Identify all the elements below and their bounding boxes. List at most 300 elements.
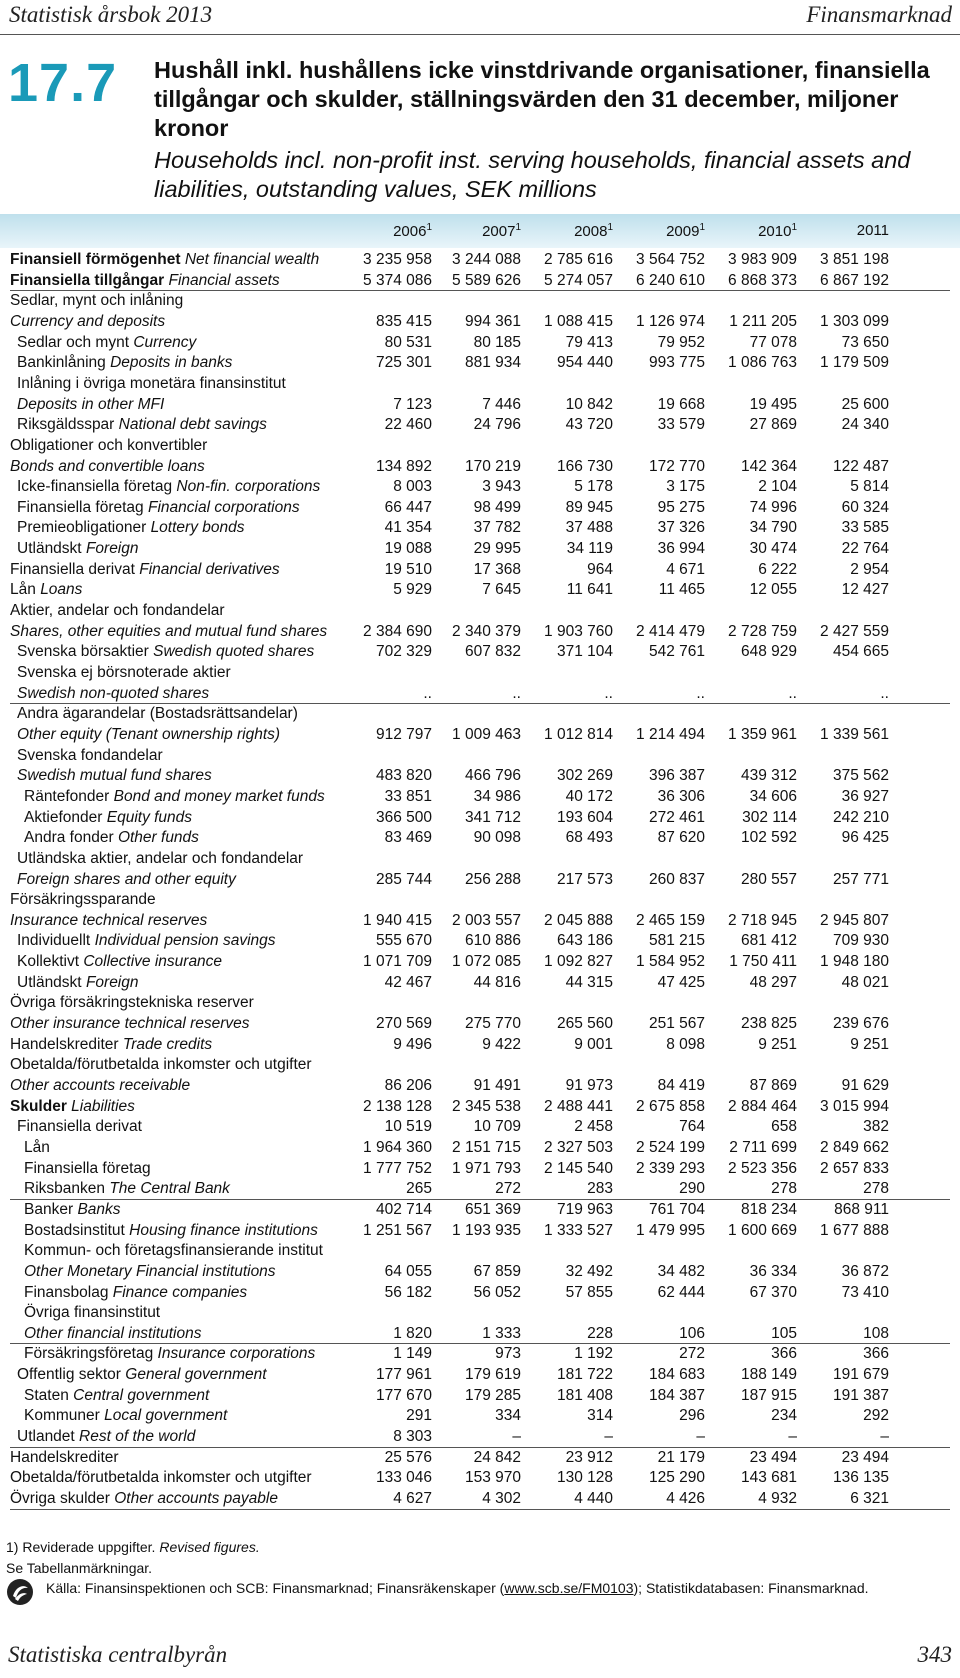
table-row — [0, 415, 960, 436]
cell-2009: 87 620 — [657, 829, 705, 847]
cell-2006: 835 415 — [375, 312, 432, 330]
cell-2007: 2 003 557 — [452, 911, 521, 929]
row-label: Finansiell förmögenhet Net financial wealth — [10, 251, 320, 268]
cell-2007: .. — [512, 684, 521, 702]
table-row — [0, 250, 960, 271]
cell-2007: 153 970 — [464, 1469, 521, 1487]
table-row — [0, 1365, 960, 1386]
cell-2008: 1 088 415 — [544, 312, 613, 330]
row-label: Utländskt Foreign — [17, 540, 139, 558]
table-row — [0, 436, 960, 457]
cell-2010: 34 606 — [749, 787, 797, 805]
cell-2006: 1 940 415 — [363, 911, 432, 929]
cell-2011: 24 340 — [841, 416, 889, 434]
cell-2007: 3 943 — [482, 478, 521, 496]
cell-2007: 1 333 — [482, 1324, 521, 1342]
cell-2008: 1 012 814 — [544, 725, 613, 743]
cell-2008: 314 — [587, 1407, 613, 1425]
row-label: Andra fonder Other funds — [24, 829, 199, 847]
row-label: Aktier, andelar och fondandelar — [10, 602, 225, 620]
row-divider — [10, 1509, 950, 1510]
row-label: Försäkringssparande — [10, 891, 156, 909]
cell-2010: 302 114 — [742, 808, 797, 826]
row-label: Currency and deposits — [10, 312, 166, 330]
cell-2009: 272 — [679, 1345, 705, 1363]
cell-2008: 44 315 — [565, 973, 613, 991]
cell-2008: 643 186 — [556, 932, 613, 950]
cell-2006: 133 046 — [375, 1469, 432, 1487]
cell-2011: .. — [880, 684, 889, 702]
cell-2007: 2 340 379 — [452, 622, 521, 640]
cell-2008: 68 493 — [565, 829, 613, 847]
table-row — [0, 952, 960, 973]
cell-2009: 251 567 — [648, 1015, 705, 1033]
row-label: Lån Loans — [10, 581, 83, 599]
cell-2011: 5 814 — [850, 478, 889, 496]
cell-2009: 33 579 — [657, 416, 705, 434]
cell-2010: 1 359 961 — [728, 725, 797, 743]
cell-2011: 382 — [863, 1118, 889, 1136]
column-header-2007: 2007$^1$ — [482, 222, 521, 240]
cell-2008: 181 722 — [556, 1366, 613, 1384]
table-row — [0, 1179, 960, 1200]
cell-2007: 170 219 — [464, 457, 521, 475]
cell-2010: 3 983 909 — [728, 251, 797, 268]
cell-2007: 90 098 — [473, 829, 521, 847]
row-label: Kommun- och företagsfinansierande institut — [24, 1242, 323, 1260]
cell-2009: 290 — [679, 1180, 705, 1198]
table-row — [0, 766, 960, 787]
row-label: Utlandet Rest of the world — [17, 1428, 196, 1446]
cell-2009: 21 179 — [657, 1448, 705, 1466]
cell-2011: 3 851 198 — [820, 251, 889, 268]
cell-2011: 1 339 561 — [820, 725, 889, 743]
cell-2009: 106 — [679, 1324, 705, 1342]
column-header-2011: 2011 — [856, 222, 889, 239]
cell-2007: 2 345 538 — [452, 1097, 521, 1115]
row-label: Finansiella tillgångar Financial assets — [10, 271, 280, 289]
cell-2011: 48 021 — [841, 973, 889, 991]
cell-2006: 10 519 — [384, 1118, 432, 1136]
cell-2006: 177 961 — [375, 1366, 432, 1384]
cell-2010: 2 104 — [758, 478, 797, 496]
row-label: Foreign shares and other equity — [17, 870, 236, 888]
cell-2006: 56 182 — [384, 1283, 432, 1301]
cell-2010: 234 — [771, 1407, 797, 1425]
cell-2008: 2 045 888 — [544, 911, 613, 929]
column-header-2006: 2006$^1$ — [393, 222, 432, 240]
cell-2010: 1 750 411 — [729, 953, 797, 971]
cell-2006: 725 301 — [375, 354, 432, 372]
cell-2006: 25 576 — [384, 1448, 432, 1466]
cell-2006: 19 088 — [384, 540, 432, 558]
cell-2007: 256 288 — [464, 870, 521, 888]
row-label: Other equity (Tenant ownership rights) — [17, 725, 281, 743]
cell-2011: 12 427 — [841, 581, 889, 599]
cell-2008: 10 842 — [565, 395, 613, 413]
cell-2006: 402 714 — [375, 1200, 432, 1218]
cell-2010: – — [788, 1428, 797, 1446]
cell-2008: 57 855 — [565, 1283, 613, 1301]
table-row — [0, 746, 960, 767]
table-row — [0, 477, 960, 498]
cell-2008: 34 119 — [566, 540, 613, 558]
table-row — [0, 1427, 960, 1448]
table-row — [0, 518, 960, 539]
section-title: Finansmarknad — [806, 2, 952, 27]
cell-2007: 2 151 715 — [452, 1138, 521, 1156]
cell-2006: 177 670 — [375, 1386, 432, 1404]
cell-2008: – — [604, 1428, 613, 1446]
cell-2010: 6 222 — [758, 560, 797, 578]
row-label: Andra ägarandelar (Bostadsrättsandelar) — [17, 705, 298, 723]
row-label: Finansiella derivat — [17, 1118, 142, 1136]
row-label: Individuellt Individual pension savings — [17, 932, 276, 950]
cell-2011: 375 562 — [832, 767, 889, 785]
cell-2009: .. — [696, 684, 705, 702]
cell-2009: 79 952 — [657, 333, 705, 351]
row-label: Övriga skulder Other accounts payable — [10, 1490, 278, 1507]
cell-2006: 555 670 — [375, 932, 432, 950]
source-link[interactable]: www.scb.se/FM0103 — [504, 1580, 634, 1596]
cell-2007: 466 796 — [464, 767, 521, 785]
cell-2006: 702 329 — [375, 643, 432, 661]
row-label: Försäkringsföretag Insurance corporations — [24, 1345, 316, 1363]
cell-2007: 881 934 — [464, 354, 521, 372]
row-label: Skulder Liabilities — [10, 1097, 135, 1115]
cell-2007: 7 645 — [482, 581, 521, 599]
cell-2010: 1 211 205 — [729, 312, 797, 330]
cell-2011: 2 427 559 — [820, 622, 889, 640]
table-row — [0, 353, 960, 374]
cell-2008: 2 488 441 — [544, 1097, 613, 1115]
cell-2009: 36 306 — [657, 787, 705, 805]
cell-2010: 278 — [771, 1180, 797, 1198]
cell-2006: 8 003 — [393, 478, 432, 496]
cell-2006: 22 460 — [384, 416, 432, 434]
row-label: Other accounts receivable — [10, 1077, 191, 1094]
row-label: Svenska fondandelar — [17, 746, 163, 764]
cell-2007: 98 499 — [473, 498, 521, 516]
cell-2006: 64 055 — [384, 1262, 432, 1280]
cell-2006: 1 820 — [393, 1324, 432, 1342]
cell-2011: 191 387 — [832, 1386, 889, 1404]
cell-2008: 954 440 — [556, 354, 613, 372]
row-label: Handelskrediter Trade credits — [10, 1035, 213, 1053]
row-label: Lån — [24, 1138, 50, 1156]
row-label: Swedish mutual fund shares — [17, 767, 212, 785]
cell-2006: 5 929 — [393, 581, 432, 599]
cell-2009: 3 175 — [666, 478, 705, 496]
cell-2011: 868 911 — [834, 1200, 889, 1218]
cell-2011: 2 945 807 — [820, 911, 889, 929]
row-label: Utländskt Foreign — [17, 973, 139, 991]
cell-2010: 280 557 — [740, 870, 797, 888]
cell-2010: 658 — [771, 1118, 797, 1136]
cell-2010: 142 364 — [740, 457, 797, 475]
row-label: Aktiefonder Equity funds — [24, 808, 193, 826]
cell-2006: 1 251 567 — [363, 1221, 432, 1239]
cell-2007: 1 009 463 — [452, 725, 521, 743]
cell-2006: 134 892 — [375, 457, 432, 475]
cell-2009: 36 994 — [657, 540, 705, 558]
cell-2006: 66 447 — [384, 498, 432, 516]
cell-2011: 278 — [863, 1180, 889, 1198]
row-label: Premieobligationer Lottery bonds — [17, 519, 245, 537]
cell-2009: 761 704 — [648, 1200, 705, 1218]
cell-2009: 4 671 — [666, 560, 705, 578]
cell-2010: 34 790 — [749, 519, 797, 537]
column-header-2008: 2008$^1$ — [574, 222, 613, 240]
cell-2009: 184 387 — [648, 1386, 705, 1404]
cell-2008: 1 333 527 — [544, 1221, 613, 1239]
cell-2009: 764 — [679, 1118, 705, 1136]
table-row — [0, 684, 960, 705]
cell-2011: 108 — [863, 1324, 889, 1342]
cell-2007: 56 052 — [473, 1283, 521, 1301]
table-row — [0, 1014, 960, 1035]
cell-2006: 1 777 752 — [363, 1159, 432, 1177]
cell-2011: 25 600 — [841, 395, 889, 413]
cell-2007: 610 886 — [464, 932, 521, 950]
cell-2011: – — [880, 1428, 889, 1446]
cell-2009: 272 461 — [648, 808, 705, 826]
cell-2011: 6 867 192 — [820, 271, 889, 289]
cell-2006: 42 467 — [384, 973, 432, 991]
row-label: Icke-finansiella företag Non-fin. corporations — [17, 478, 321, 496]
table-row — [0, 1241, 960, 1262]
cell-2008: 89 945 — [565, 498, 613, 516]
cell-2008: 32 492 — [565, 1262, 613, 1280]
table-row — [0, 931, 960, 952]
cell-2006: 483 820 — [375, 767, 432, 785]
cell-2008: 302 269 — [556, 767, 613, 785]
cell-2008: 11 641 — [566, 581, 613, 599]
cell-2011: 33 585 — [841, 519, 889, 537]
cell-2008: 1 903 760 — [544, 622, 613, 640]
cell-2009: 2 675 858 — [636, 1097, 705, 1115]
cell-2007: 341 712 — [464, 808, 521, 826]
row-label: Finansiella derivat Financial derivatives — [10, 560, 280, 578]
row-label: Bonds and convertible loans — [10, 457, 205, 475]
cell-2006: 1 149 — [393, 1345, 432, 1363]
table-row — [0, 1344, 960, 1365]
cell-2008: .. — [604, 684, 613, 702]
cell-2007: 17 368 — [473, 560, 521, 578]
cell-2010: 143 681 — [740, 1469, 797, 1487]
cell-2009: 260 837 — [648, 870, 705, 888]
cell-2007: 179 285 — [464, 1386, 521, 1404]
cell-2010: 2 728 759 — [728, 622, 797, 640]
cell-2009: 396 387 — [648, 767, 705, 785]
row-label: Utländska aktier, andelar och fondandelar — [17, 849, 304, 867]
cell-2008: 283 — [587, 1180, 613, 1198]
cell-2010: 2 711 699 — [729, 1138, 797, 1156]
table-row — [0, 457, 960, 478]
table-row — [0, 890, 960, 911]
cell-2007: 1 193 935 — [452, 1221, 521, 1239]
cell-2010: 12 055 — [749, 581, 797, 599]
cell-2009: 19 668 — [657, 395, 705, 413]
cell-2010: 648 929 — [740, 643, 797, 661]
cell-2007: 994 361 — [464, 312, 521, 330]
row-label: Insurance technical reserves — [10, 911, 208, 929]
cell-2006: 1 071 709 — [363, 953, 432, 971]
header-divider — [0, 34, 960, 35]
cell-2006: 2 384 690 — [363, 622, 432, 640]
table-title-english: Households incl. non-profit inst. serving households, financial assets and liabilities, outstanding values, SEK millions — [154, 147, 911, 202]
cell-2011: 257 771 — [832, 870, 889, 888]
cell-2007: 80 185 — [473, 333, 521, 351]
cell-2006: 2 138 128 — [363, 1097, 432, 1115]
cell-2007: 5 589 626 — [452, 271, 521, 289]
table-row — [0, 333, 960, 354]
table-row — [0, 498, 960, 519]
cell-2010: 9 251 — [758, 1035, 797, 1053]
cell-2008: 2 145 540 — [544, 1159, 613, 1177]
cell-2007: 24 796 — [473, 416, 521, 434]
table-row — [0, 1386, 960, 1407]
cell-2008: 4 440 — [574, 1490, 613, 1507]
cell-2010: 366 — [771, 1345, 797, 1363]
table-row — [0, 374, 960, 395]
table-row — [0, 560, 960, 581]
cell-2009: – — [696, 1428, 705, 1446]
cell-2008: 9 001 — [574, 1035, 613, 1053]
table-number: 17.7 — [8, 53, 118, 113]
cell-2011: 239 676 — [832, 1015, 889, 1033]
table-row — [0, 1406, 960, 1427]
cell-2006: 9 496 — [393, 1035, 432, 1053]
cell-2010: 102 592 — [740, 829, 797, 847]
cell-2010: 27 869 — [749, 416, 797, 434]
table-row — [0, 601, 960, 622]
cell-2006: .. — [423, 684, 432, 702]
cell-2009: 125 290 — [648, 1469, 705, 1487]
cell-2009: 296 — [679, 1407, 705, 1425]
cell-2010: 187 915 — [740, 1386, 797, 1404]
cell-2010: 77 078 — [749, 333, 797, 351]
column-header-2010: 2010$^1$ — [758, 222, 797, 240]
cell-2011: 73 410 — [841, 1283, 889, 1301]
cell-2008: 91 973 — [565, 1077, 613, 1094]
cell-2007: 9 422 — [482, 1035, 521, 1053]
cell-2006: 265 — [406, 1180, 432, 1198]
cell-2011: 242 210 — [832, 808, 889, 826]
cell-2006: 3 235 958 — [363, 251, 432, 268]
cell-2010: 2 718 945 — [728, 911, 797, 929]
cell-2008: 130 128 — [556, 1469, 613, 1487]
table-row — [0, 580, 960, 601]
table-header — [0, 214, 960, 248]
table-row — [0, 395, 960, 416]
table-title-swedish: Hushåll inkl. hushållens icke vinstdrivande organisationer, finansiella tillgångar och skulder, ställningsvärden den 31 december, miljoner kronor — [154, 57, 930, 141]
table-row — [0, 1097, 960, 1118]
cell-2011: 1 948 180 — [820, 953, 889, 971]
table-row — [0, 1200, 960, 1221]
cell-2009: 1 214 494 — [636, 725, 705, 743]
table-row — [0, 1448, 960, 1469]
cell-2008: 2 327 503 — [544, 1138, 613, 1156]
cell-2008: 43 720 — [565, 416, 613, 434]
cell-2011: 2 657 833 — [820, 1159, 889, 1177]
cell-2011: 22 764 — [841, 540, 889, 558]
cell-2009: 2 339 293 — [636, 1159, 705, 1177]
cell-2007: 24 842 — [473, 1448, 521, 1466]
cell-2009: 62 444 — [657, 1283, 705, 1301]
table-row — [0, 1324, 960, 1345]
cell-2008: 5 274 057 — [544, 271, 613, 289]
table-row — [0, 1262, 960, 1283]
cell-2010: 6 868 373 — [728, 271, 797, 289]
table-row — [0, 1076, 960, 1097]
cell-2010: 19 495 — [749, 395, 797, 413]
cell-2009: 3 564 752 — [636, 251, 705, 268]
row-label: Bostadsinstitut Housing finance institutions — [24, 1221, 318, 1239]
row-label: Riksbanken The Central Bank — [24, 1180, 230, 1198]
table-row — [0, 312, 960, 333]
cell-2008: 37 488 — [565, 519, 613, 537]
cell-2011: 191 679 — [832, 1366, 889, 1384]
cell-2009: 37 326 — [657, 519, 705, 537]
table-row — [0, 1489, 960, 1510]
row-label: Finansiella företag Financial corporations — [17, 498, 300, 516]
cell-2008: 5 178 — [574, 478, 613, 496]
cell-2007: 37 782 — [473, 519, 521, 537]
cell-2009: 95 275 — [657, 498, 705, 516]
table-row — [0, 291, 960, 312]
cell-2010: 74 996 — [749, 498, 797, 516]
cell-2006: 33 851 — [384, 787, 432, 805]
table-row — [0, 622, 960, 643]
table-row — [0, 642, 960, 663]
cell-2008: 371 104 — [556, 643, 613, 661]
row-label: Övriga finansinstitut — [24, 1304, 161, 1322]
cell-2011: 9 251 — [850, 1035, 889, 1053]
cell-2007: 10 709 — [473, 1118, 521, 1136]
cell-2010: 1 086 763 — [728, 354, 797, 372]
cell-2008: 2 458 — [574, 1118, 613, 1136]
table-row — [0, 1283, 960, 1304]
row-label: Other insurance technical reserves — [10, 1015, 250, 1033]
row-label: Obligationer och konvertibler — [10, 436, 208, 454]
table-row — [0, 993, 960, 1014]
table-row — [0, 787, 960, 808]
cell-2011: 91 629 — [841, 1077, 889, 1094]
source-note: Källa: Finansinspektionen och SCB: Finansmarknad; Finansräkenskaper (www.scb.se/FM0103); Statistikdatabasen: Finansmarknad. — [46, 1580, 869, 1596]
row-label: Finansiella företag — [24, 1159, 151, 1177]
table-row — [0, 870, 960, 891]
cell-2008: 193 604 — [556, 808, 613, 826]
row-label: Inlåning i övriga monetära finansinstitut — [17, 374, 286, 392]
cell-2007: 29 995 — [473, 540, 521, 558]
cell-2008: 265 560 — [556, 1015, 613, 1033]
table-row — [0, 911, 960, 932]
cell-2011: 60 324 — [841, 498, 889, 516]
cell-2007: 1 072 085 — [452, 953, 521, 971]
row-label: Övriga försäkringstekniska reserver — [10, 994, 254, 1012]
cell-2011: 122 487 — [832, 457, 889, 475]
table-row — [0, 1303, 960, 1324]
cell-2009: 4 426 — [666, 1490, 705, 1507]
row-label: Räntefonder Bond and money market funds — [24, 787, 325, 805]
cell-2006: 291 — [406, 1407, 432, 1425]
cell-2009: 6 240 610 — [636, 271, 705, 289]
table-row — [0, 663, 960, 684]
cell-2010: 67 370 — [749, 1283, 797, 1301]
cell-2011: 136 135 — [832, 1469, 889, 1487]
cell-2006: 83 469 — [384, 829, 432, 847]
